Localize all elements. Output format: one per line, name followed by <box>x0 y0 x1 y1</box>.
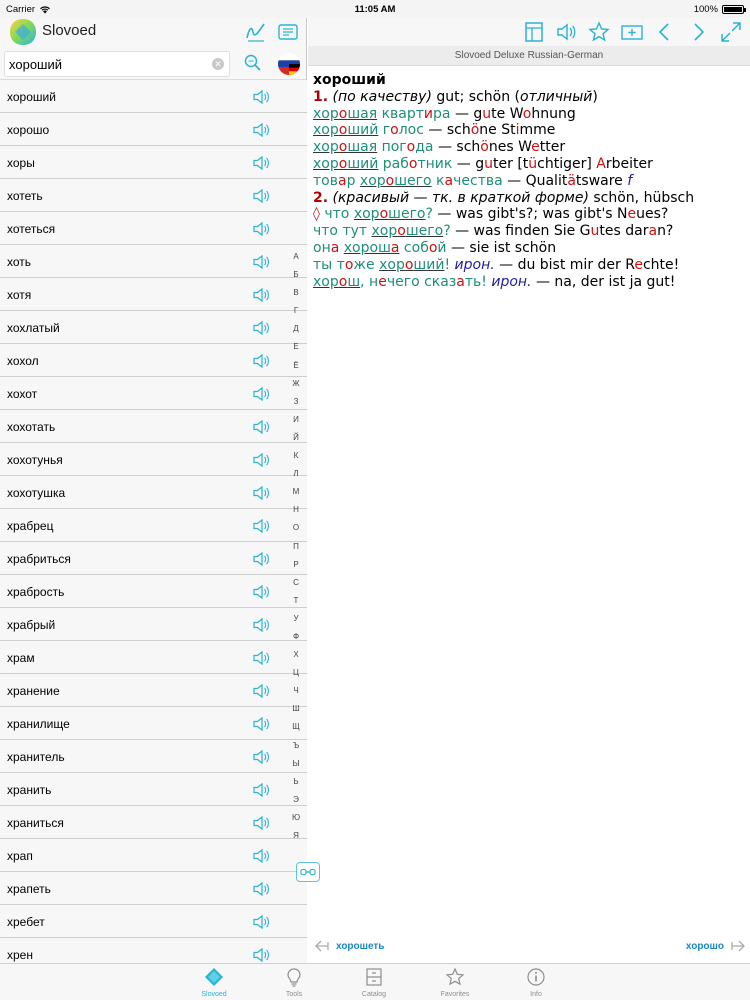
word-label: хребет <box>7 915 45 929</box>
word-list-item[interactable] <box>0 707 307 740</box>
alphabet-letter[interactable]: Б <box>293 270 299 280</box>
word-list-item[interactable] <box>0 542 307 575</box>
article-headword: хороший <box>313 72 386 88</box>
speaker-icon[interactable] <box>251 219 271 239</box>
next-article-label: хорошо <box>685 940 724 952</box>
alphabet-letter[interactable]: М <box>292 487 300 497</box>
speaker-icon[interactable] <box>554 20 578 44</box>
word-list-item[interactable] <box>0 773 307 806</box>
chevron-left-icon[interactable] <box>653 20 677 44</box>
arrow-left-icon <box>314 939 330 953</box>
alphabet-letter[interactable]: Х <box>293 650 299 660</box>
alphabet-letter[interactable]: Ф <box>292 631 300 641</box>
alphabet-letter[interactable]: Н <box>293 505 299 515</box>
speaker-icon[interactable] <box>251 252 271 272</box>
word-list-item[interactable] <box>0 311 307 344</box>
sense-label: (красивый — тк. в краткой форме) <box>332 189 589 206</box>
alphabet-letter[interactable]: Ц <box>293 668 299 678</box>
alphabet-letter[interactable]: У <box>293 613 299 623</box>
sense-label: (по качеству) <box>332 88 432 105</box>
status-bar <box>0 0 750 18</box>
tab-label: Tools <box>285 991 303 998</box>
alphabet-letter[interactable]: Е <box>293 342 299 352</box>
speaker-icon[interactable] <box>251 945 271 965</box>
status-time: 11:05 AM <box>354 3 396 15</box>
word-list-item[interactable] <box>0 245 307 278</box>
alphabet-letter[interactable]: Й <box>293 432 299 442</box>
word-list-item[interactable] <box>0 476 307 509</box>
alphabet-letter[interactable]: Я <box>293 831 299 840</box>
word-list-item[interactable] <box>0 905 307 938</box>
word-list-item[interactable] <box>0 278 307 311</box>
example-line[interactable]: товар хорошего качества — Qualitätsware f <box>313 172 633 189</box>
article-toolbar <box>308 18 750 46</box>
speaker-icon[interactable] <box>251 912 271 932</box>
word-list-item[interactable] <box>0 212 307 245</box>
sense-translation-end: ) <box>592 88 598 105</box>
example-line[interactable]: хорошая квартира — gute Wohnung <box>313 105 576 122</box>
cabinet-icon <box>364 967 384 987</box>
app-name: Slovoed <box>42 22 97 39</box>
dictionary-title: Slovoed Deluxe Russian-German <box>308 46 750 66</box>
alphabet-letter[interactable]: Ш <box>292 704 300 714</box>
speaker-icon[interactable] <box>251 846 271 866</box>
word-list <box>0 80 307 971</box>
idiom-line[interactable]: что тут хорошего? — was fnden Sie Gutes daran? <box>313 223 674 240</box>
idiom-line[interactable]: ты тоже хороший! ирон. — du bist mir der Rechte! <box>313 256 680 273</box>
star-icon <box>445 967 465 987</box>
word-label: храбрый <box>7 618 56 632</box>
speaker-icon[interactable] <box>251 615 271 635</box>
alphabet-letter[interactable]: П <box>293 541 299 551</box>
tab-label: Slovoed <box>201 991 227 998</box>
alphabet-letter[interactable]: Ь <box>293 776 299 786</box>
word-list-item[interactable] <box>0 113 307 146</box>
word-label: хоть <box>7 255 32 269</box>
table-icon[interactable] <box>522 20 546 44</box>
speaker-icon[interactable] <box>251 780 271 800</box>
usage-label: ирон. <box>454 256 495 273</box>
tab-info[interactable] <box>506 967 566 998</box>
tab-label: Info <box>530 991 542 998</box>
battery-icon <box>722 5 744 14</box>
word-list-item[interactable] <box>0 641 307 674</box>
sense-translation: gut; schön ( <box>431 88 521 105</box>
word-list-item[interactable] <box>0 80 307 113</box>
handwriting-icon[interactable] <box>244 20 268 44</box>
word-label: храбрец <box>7 519 54 533</box>
word-label: хохлатый <box>7 321 60 335</box>
word-label: хорошо <box>7 123 50 137</box>
favorite-star-icon[interactable] <box>587 20 611 44</box>
word-label: храп <box>7 849 33 863</box>
word-label: хохотушка <box>7 486 66 500</box>
speaker-icon[interactable] <box>251 549 271 569</box>
speaker-icon[interactable] <box>251 285 271 305</box>
word-list-item[interactable] <box>0 146 307 179</box>
word-label: храниться <box>7 816 64 830</box>
tab-label: Catalog <box>361 991 387 998</box>
speaker-icon[interactable] <box>251 648 271 668</box>
alphabet-letter[interactable]: Ю <box>291 812 301 822</box>
expand-icon[interactable] <box>719 20 743 44</box>
alphabet-letter[interactable]: Ё <box>293 360 299 370</box>
word-label: хранитель <box>7 750 65 764</box>
speaker-icon[interactable] <box>251 384 271 404</box>
prev-article-link[interactable] <box>314 939 384 953</box>
speaker-icon[interactable] <box>251 87 271 107</box>
speaker-icon[interactable] <box>251 450 271 470</box>
alphabet-letter[interactable]: Ж <box>292 378 300 388</box>
alphabet-letter[interactable]: В <box>293 288 299 298</box>
word-list-item[interactable] <box>0 839 307 872</box>
alphabet-letter[interactable]: И <box>293 414 299 424</box>
speaker-icon[interactable] <box>251 582 271 602</box>
word-label: храбриться <box>7 552 71 566</box>
lightbulb-icon <box>284 967 304 987</box>
word-list-item[interactable] <box>0 740 307 773</box>
word-label: хрен <box>7 948 33 962</box>
next-article-link[interactable] <box>686 939 746 953</box>
battery-percent: 100% <box>693 3 718 15</box>
word-list-item[interactable] <box>0 806 307 839</box>
prev-article-label: хорошеть <box>336 940 385 952</box>
idiom-line[interactable]: хорош, нечего сказать! ирон. — na, der ist ja gut! <box>313 273 676 290</box>
info-icon <box>526 967 546 987</box>
dictionary-article <box>313 72 743 290</box>
speaker-icon[interactable] <box>251 318 271 338</box>
headword-line <box>313 72 743 89</box>
alphabet-letter[interactable]: Р <box>293 559 299 569</box>
word-label: хохотунья <box>7 453 63 467</box>
alphabet-letter[interactable]: Ы <box>292 758 300 768</box>
usage-label: ирон. <box>491 273 532 290</box>
idiom-line[interactable]: она хороша собой — sie ist schön <box>313 239 557 256</box>
tab-slovoed[interactable] <box>184 967 244 998</box>
word-list-item[interactable] <box>0 608 307 641</box>
sense-translation: schön, hübsch <box>588 189 695 206</box>
word-label: хохол <box>7 354 39 368</box>
article-nav <box>308 935 750 959</box>
language-flag-icon[interactable] <box>278 53 300 75</box>
speaker-icon[interactable] <box>251 417 271 437</box>
tab-favorites[interactable] <box>425 967 485 998</box>
word-label: хранилище <box>7 717 70 731</box>
left-header <box>0 18 306 48</box>
alphabet-letter[interactable]: Л <box>293 469 299 479</box>
add-card-icon[interactable] <box>620 20 644 44</box>
alphabet-index[interactable] <box>289 248 303 845</box>
word-list-item[interactable] <box>0 872 307 905</box>
tab-catalog[interactable] <box>344 967 404 998</box>
word-list-pane <box>0 18 307 963</box>
slovoed-logo-icon <box>9 18 37 46</box>
sense-2 <box>313 190 743 207</box>
word-label: хранить <box>7 783 52 797</box>
example-line[interactable]: хорошая погода — schönes Wetter <box>313 139 566 156</box>
word-label: хоры <box>7 156 35 170</box>
sense-number: 1. <box>313 88 329 105</box>
word-label: хотеть <box>7 189 43 203</box>
sense-number: 2. <box>313 189 329 206</box>
search-input-value: хороший <box>9 57 62 72</box>
chevron-right-icon[interactable] <box>686 20 710 44</box>
speaker-icon[interactable] <box>251 153 271 173</box>
alphabet-letter[interactable]: Ъ <box>292 740 300 750</box>
speaker-icon[interactable] <box>251 747 271 767</box>
speaker-icon[interactable] <box>251 186 271 206</box>
slovoed-logo-icon <box>204 967 224 987</box>
alphabet-letter[interactable]: О <box>292 523 300 533</box>
search-input[interactable] <box>4 51 230 77</box>
gender-label: f <box>627 172 633 189</box>
tab-tools[interactable] <box>264 967 324 998</box>
clear-search-icon[interactable]: ✕ <box>212 58 224 70</box>
word-list-item[interactable] <box>0 674 307 707</box>
word-label: хранение <box>7 684 60 698</box>
speaker-icon[interactable] <box>251 714 271 734</box>
example-line[interactable]: хороший работник — guter [tüchtiger] Arbeiter <box>313 155 653 172</box>
word-label: хотеться <box>7 222 56 236</box>
word-list-item[interactable] <box>0 509 307 542</box>
word-label: храпеть <box>7 882 51 896</box>
card-icon[interactable] <box>276 20 300 44</box>
word-label: хохотать <box>7 420 56 434</box>
tab-label: Favorites <box>440 991 470 998</box>
tab-bar <box>0 963 750 1000</box>
carrier-label: Carrier <box>6 3 36 15</box>
word-list-item[interactable] <box>0 179 307 212</box>
example-line[interactable]: хороший голос — schöne Stimme <box>313 122 556 139</box>
sense-translation-italic: отличный <box>520 88 593 105</box>
alphabet-letter[interactable]: Д <box>293 324 299 334</box>
alphabet-letter[interactable]: Э <box>293 794 299 804</box>
word-list-item[interactable] <box>0 344 307 377</box>
word-list-item[interactable] <box>0 575 307 608</box>
alphabet-letter[interactable]: Щ <box>292 722 300 732</box>
status-right <box>694 4 744 15</box>
speaker-icon[interactable] <box>251 681 271 701</box>
search-icon[interactable] <box>243 53 263 73</box>
speaker-icon[interactable] <box>251 351 271 371</box>
arrow-right-icon <box>730 939 746 953</box>
alphabet-letter[interactable]: З <box>293 396 299 406</box>
speaker-icon[interactable] <box>251 879 271 899</box>
word-label: хохот <box>7 387 38 401</box>
alphabet-letter[interactable]: Т <box>293 595 299 605</box>
alphabet-letter[interactable]: С <box>293 577 299 587</box>
word-list-item[interactable] <box>0 410 307 443</box>
link-panes-icon[interactable] <box>296 862 320 882</box>
alphabet-letter[interactable]: К <box>293 451 299 461</box>
alphabet-letter[interactable]: А <box>293 252 299 261</box>
search-row <box>0 48 306 80</box>
sense-1 <box>313 89 743 106</box>
speaker-icon[interactable] <box>251 813 271 833</box>
word-list-item[interactable] <box>0 377 307 410</box>
word-label: хороший <box>7 90 56 104</box>
speaker-icon[interactable] <box>251 483 271 503</box>
alphabet-letter[interactable]: Ч <box>293 686 299 696</box>
word-label: храбрость <box>7 585 65 599</box>
idiom-diamond-icon: ◊ <box>313 206 320 223</box>
speaker-icon[interactable] <box>251 516 271 536</box>
word-label: храм <box>7 651 35 665</box>
word-label: хотя <box>7 288 32 302</box>
idiom-line[interactable]: ◊ что хорошего? — was gibt's?; was gibt's Neues? <box>313 206 669 223</box>
word-list-item[interactable] <box>0 443 307 476</box>
alphabet-letter[interactable]: Г <box>293 306 299 316</box>
speaker-icon[interactable] <box>251 120 271 140</box>
